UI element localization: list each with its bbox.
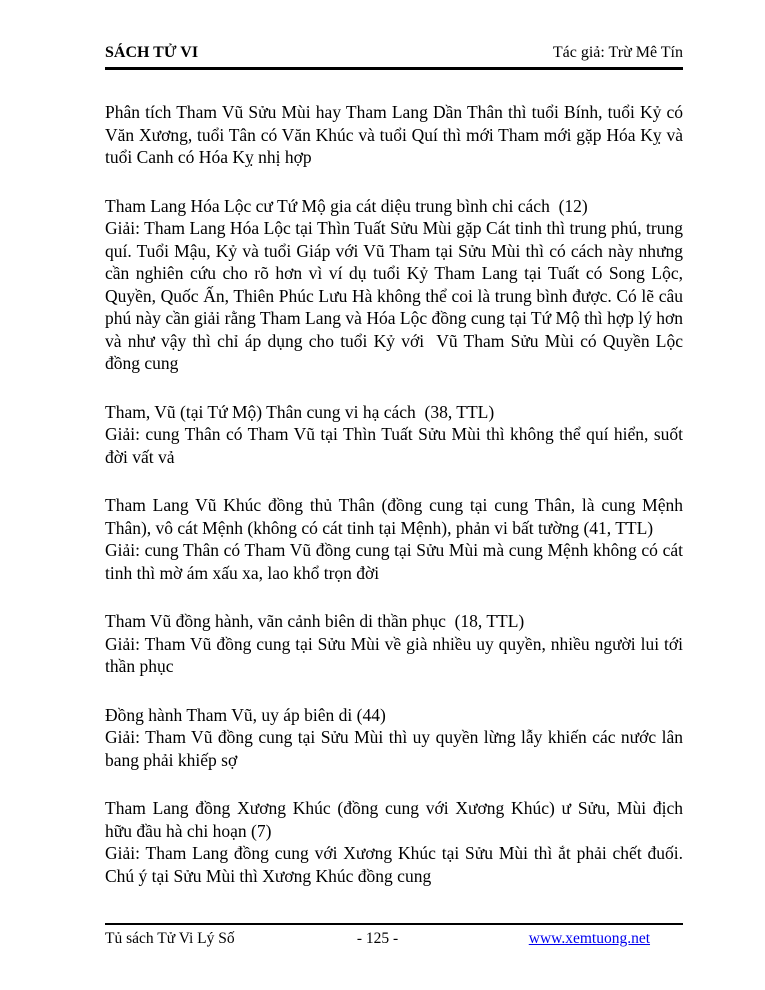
intro-paragraph: Phân tích Tham Vũ Sửu Mùi hay Tham Lang Dần Thân thì tuổi Bính, tuổi Kỷ có Văn Xương, tuổi Tân có Văn Khúc và tuổi Quí thì mới Tham mới gặp Hóa Kỵ và tuổi Canh có Hóa Kỵ nhị hợp: [105, 102, 683, 167]
sections: [105, 195, 683, 888]
phu-heading: Tham Lang Hóa Lộc cư Tứ Mộ gia cát diệu trung bình chi cách (12): [105, 195, 588, 216]
giai-paragraph: Giải: Tham Vũ đồng cung tại Sửu Mùi thì uy quyền lừng lẫy khiến các nước lân bang phải khiếp sợ: [105, 727, 683, 770]
website-link[interactable]: www.xemtuong.net: [528, 930, 651, 947]
phu-section: [105, 704, 683, 772]
giai-paragraph: Giải: Tham Lang Hóa Lộc tại Thìn Tuất Sửu Mùi gặp Cát tinh thì trung phú, trung quí. Tuổi Mậu, Kỷ và tuổi Giáp với Vũ Tham tại Sửu Mùi thì có cách này nhưng cần nghiên cứu cho rõ hơn vì ví dụ tuổi Kỷ Tham Lang tại Tuất có Song Lộc, Quyền, Quốc Ấn, Thiên Phúc Lưu Hà không thể coi là trung bình được. Có lẽ câu phú này cần giải rằng Tham Lang và Hóa Lộc đồng cung tại Tứ Mộ thì hợp lý hơn và như vậy thì chỉ áp dụng cho tuổi Kỷ với Vũ Tham Sửu Mùi có Quyền Lộc đồng cung: [105, 218, 683, 373]
page-footer: [105, 923, 683, 948]
phu-section: [105, 494, 683, 584]
phu-heading: Tham, Vũ (tại Tứ Mộ) Thân cung vi hạ cách (38, TTL): [105, 401, 495, 422]
giai-paragraph: Giải: Tham Vũ đồng cung tại Sửu Mùi về già nhiều uy quyền, nhiều người lui tới thần phục: [105, 633, 683, 676]
header-book-title: SÁCH TỬ VI: [105, 44, 199, 61]
footer-link-container: [468, 929, 683, 948]
page-content: [105, 101, 683, 887]
header-author: Tác giả: Trừ Mê Tín: [552, 44, 683, 61]
phu-section: [105, 797, 683, 887]
phu-section: [105, 610, 683, 678]
phu-heading: Tham Lang Vũ Khúc đồng thủ Thân (đồng cung tại cung Thân, là cung Mệnh Thân), vô cát Mệnh (không có cát tinh tại Mệnh), phản vi bất tường (41, TTL): [105, 495, 683, 538]
phu-section: [105, 401, 683, 469]
giai-paragraph: Giải: cung Thân có Tham Vũ tại Thìn Tuất Sửu Mùi thì không thể quí hiển, suốt đời vất vả: [105, 424, 683, 467]
phu-heading: Đồng hành Tham Vũ, uy áp biên di (44): [105, 704, 386, 725]
page-header: [105, 43, 683, 70]
giai-paragraph: Giải: cung Thân có Tham Vũ đồng cung tại Sửu Mùi mà cung Mệnh không có cát tinh thì mờ ám xấu xa, lao khổ trọn đời: [105, 540, 683, 583]
phu-heading: Tham Vũ đồng hành, vãn cảnh biên di thần phục (18, TTL): [105, 611, 525, 631]
phu-section: [105, 195, 683, 375]
giai-paragraph: Giải: Tham Lang đồng cung với Xương Khúc tại Sửu Mùi thì ắt phải chết đuối. Chú ý tại Sửu Mùi thì Xương Khúc đồng cung: [105, 843, 683, 886]
footer-page-number: - 125 -: [356, 930, 399, 947]
footer-series-title: Tủ sách Tử Vi Lý Số: [105, 930, 235, 947]
phu-heading: Tham Lang đồng Xương Khúc (đồng cung với Xương Khúc) ư Sửu, Mùi địch hữu đầu hà chi hoạn (7): [105, 798, 683, 841]
